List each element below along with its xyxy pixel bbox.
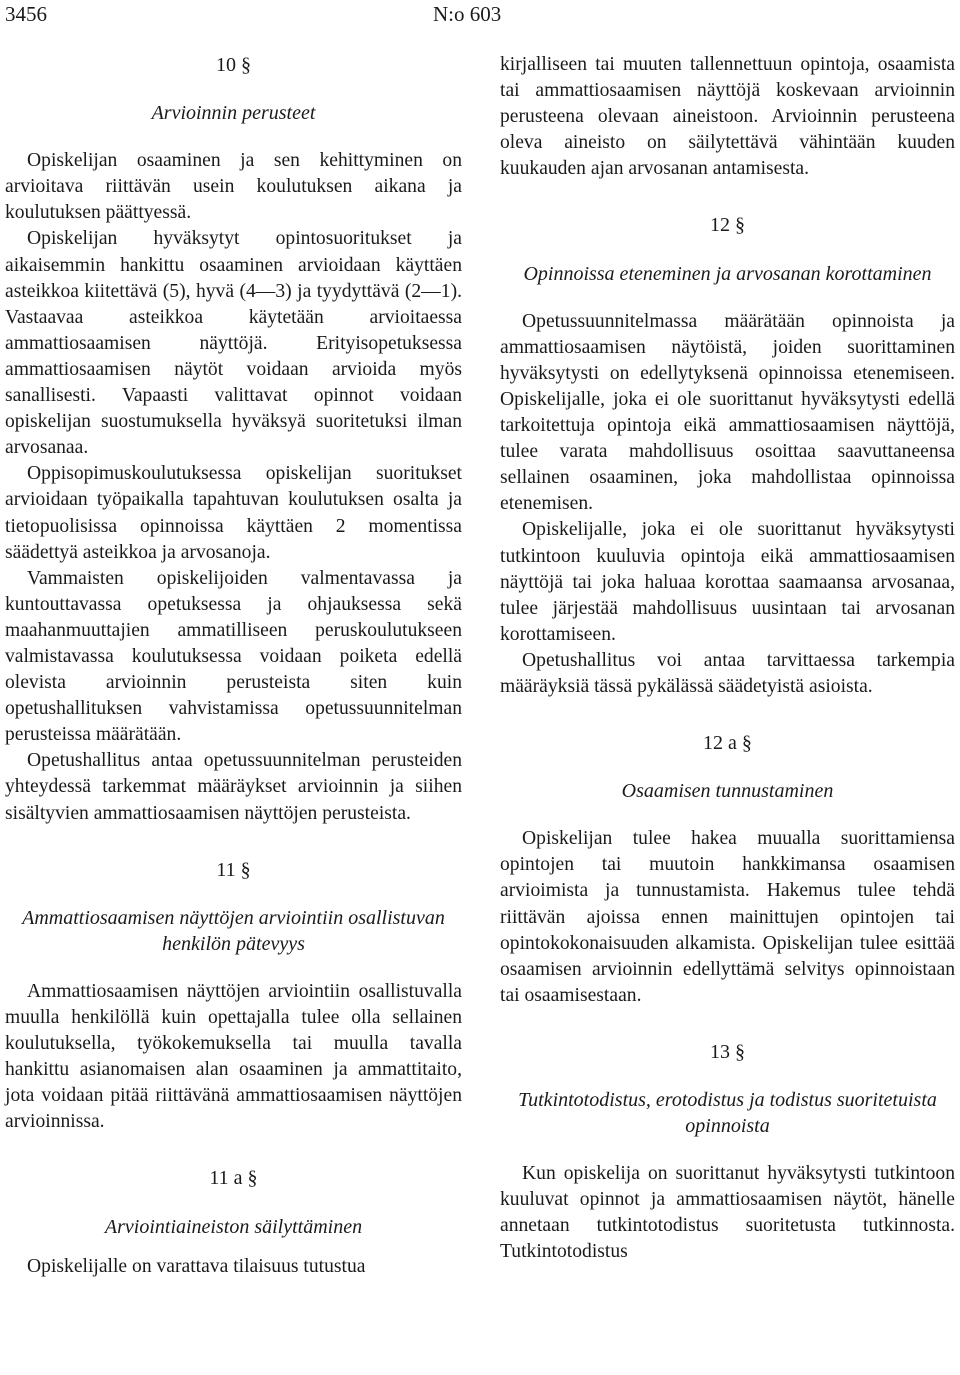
section-11-paragraph-1: Ammattiosaamisen näyttöjen arviointiin osallistuvalla muulla henkilöllä kuin opettajalla tulee olla sellainen koulutuksella, työkokemuksella tai muulla tavalla hankittu asianomaisen alan osaaminen ja ammattitaito, jota voidaan pitää riittävänä ammattiosaamisen näyttöjen arvioinnissa. [5,980,462,1133]
section-11a-continued: kirjalliseen tai muuten tallennettuun opintoja, osaamista tai ammattiosaamisen näyttöjä koskevaan arvioinnin perusteena olevaan aineistoon. Arvioinnin perusteena oleva aineisto on säilytettävä vähintään kuuden kuukauden ajan arvosanan antamisesta. [500,54,955,180]
section-10-paragraph-3: Oppisopimuskoulutuksessa opiskelijan suoritukset arvioidaan työpaikalla tapahtuvan koulutuksen osalta ja tietopuolisissa opinnoissa käyttäen 2 momentissa säädettyä asteikkoa ja arvosanoja. [5,463,462,563]
section-12-number: 12 § [710,214,745,237]
section-12a-title: Osaamisen tunnustaminen [621,780,834,803]
section-13-paragraph-1: Kun opiskelija on suorittanut hyväksytysti tutkintoon kuuluvat opinnot ja ammattiosaamisen näytöt, hänelle annetaan tutkintotodistus suoritetusta tutkinnosta. Tutkintotodistus [500,1163,955,1263]
section-10-paragraph-5: Opetushallitus antaa opetussuunnitelman perusteiden yhteydessä tarkemmat määräykset arvioinnin ja siihen sisältyvien ammattiosaamisen näyttöjen perusteista. [5,750,462,824]
right-column [500,52,955,1266]
section-13-number: 13 § [710,1040,745,1063]
section-10-paragraph-1: Opiskelijan osaaminen ja sen kehittyminen on arvioitava riittävän usein koulutuksen aikana ja koulutuksen päättyessä. [5,150,462,224]
section-11-title: Ammattiosaamisen näyttöjen arviointiin osallistuvan henkilön pätevyys [22,906,445,955]
section-10-title: Arvioinnin perusteet [151,102,316,125]
section-10-paragraph-4: Vammaisten opiskelijoiden valmentavassa ja kuntouttavassa opetuksessa ja ohjauksessa sekä maahanmuuttajien ammatilliseen peruskoulutukseen valmistavassa koulutuksessa voidaan poiketa edellä olevista arvioinnin perusteista siten kuin opetushallituksen vahvistamissa opetussuunnitelman perusteissa määrätään. [5,567,462,746]
page-number: 3456 [5,2,47,26]
section-11a-title: Arviointiaineiston säilyttäminen [104,1215,363,1238]
section-10-number: 10 § [216,54,251,76]
page-header [0,0,960,30]
section-11-number: 11 § [216,858,251,881]
section-12-paragraph-1: Opetussuunnitelmassa määrätään opinnoista ja ammattiosaamisen näytöistä, joiden suorittaminen hyväksytysti on edellytyksenä opinnoissa etenemiseen. Opiskelijalle, joka ei ole suorittanut hyväksytysti edellä tarkoitettuja opintoja eikä ammattiosaamisen näyttöjä, tulee varata mahdollisuus osoittaa saavuttaneensa sellainen osaaminen, joka mahdollistaa opinnoissa etenemisen. [500,310,955,515]
section-11a-paragraph-1: Opiskelijalle on varattava tilaisuus tutustua [27,1255,366,1277]
section-10-paragraph-2: Opiskelijan hyväksytyt opintosuoritukset ja aikaisemmin hankittu osaaminen arvioidaan käyttäen asteikkoa kiitettävä (5), hyvä (4—3) ja tyydyttävä (2—1). Vastaavaa asteikkoa käytetään arvioitaessa ammattiosaamisen näyttöjä. Erityisopetuksessa ammattiosaamisen näytöt voidaan arvioida myös sanallisesti. Vapaasti valittavat opinnot voidaan opiskelijan suostumuksella hyväksyä suoritetuksi ilman arvosanaa. [5,228,462,459]
document-number: N:o 603 [433,2,502,26]
section-11a-number: 11 a § [209,1167,258,1190]
section-12-paragraph-2: Opiskelijalle, joka ei ole suorittanut hyväksytysti tutkintoon kuuluvia opintoja eikä ammattiosaamisen näyttöjä tai joka haluaa korottaa saamaansa arvosanaa, tulee järjestää mahdollisuus uusintaan tai arvosanan korottamiseen. [500,519,955,645]
left-column [5,52,462,1280]
section-12a-number: 12 a § [703,732,752,755]
section-13-title: Tutkintotodistus, erotodistus ja todistus suoritetuista opinnoista [518,1089,937,1138]
section-12-title: Opinnoissa eteneminen ja arvosanan korottaminen [523,262,932,285]
section-12-paragraph-3: Opetushallitus voi antaa tarvittaessa tarkempia määräyksiä tässä pykälässä säädetyistä asioista. [500,649,955,697]
section-12a-paragraph-1: Opiskelijan tulee hakea muualla suorittamiensa opintojen tai muutoin hankkimansa osaamisen arvioimista ja tunnustamista. Hakemus tulee tehdä riittävän ajoissa ennen mainittujen opintojen tai opintokokonaisuuden alkamista. Opiskelijan tulee esittää osaamisen arvioinnin edellyttämä selvitys opinnoistaan tai osaamisestaan. [500,828,955,1006]
